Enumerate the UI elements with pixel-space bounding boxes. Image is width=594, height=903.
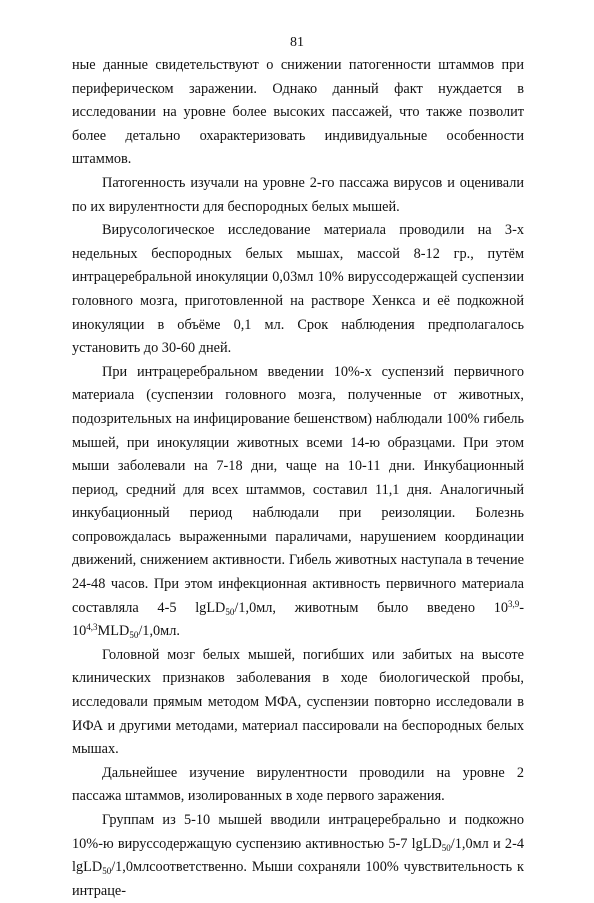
- subscript-mld50: 50: [129, 630, 139, 641]
- paragraph-7-text-middle: /1,0мл и 2-4 lgLD: [72, 835, 524, 876]
- subscript-ld50-b: 50: [102, 866, 112, 877]
- paragraph-4: [72, 361, 524, 644]
- paragraph-4-text-mld: MLD: [97, 623, 130, 640]
- paragraph-7-text-after: /1,0млсоответственно. Мыши сохраняли 100% чувствительность к интраце-: [72, 859, 524, 899]
- paragraph-3: Вирусологическое исследование материала проводили на 3-х недельных беспородных белых мышах, массой 8-12 гр., путём интрацеребральной инокуляции 0,03мл 10% вируссодержащей суспензии головного мозга, приготовленной на растворе Хенкса и её подкожной инокуляции в объёме 0,1 мл. Срок наблюдения предполагалось установить до 30-60 дней.: [72, 222, 524, 357]
- subscript-ld50-a: 50: [441, 842, 451, 853]
- paragraph-2: Патогенность изучали на уровне 2-го пассажа вирусов и оценивали по их вирулентности для беспородных белых мышей.: [72, 174, 524, 215]
- paragraph-5: Головной мозг белых мышей, погибших или забитых на высоте клинических признаков заболевания в ходе биологической пробы, исследовали прямым методом МФА, суспензии повторно исследовали в ИФА и другими методами, материал пассировали на беспородных белых мышах.: [72, 646, 524, 758]
- superscript-exponent-2: 4,3: [86, 622, 98, 633]
- paragraph-4-text-middle: /1,0мл, животным было введено 10: [234, 599, 508, 616]
- subscript-ld50: 50: [225, 606, 235, 617]
- paragraph-4-text-dash: -10: [72, 599, 525, 640]
- page-number: 81: [290, 35, 304, 50]
- paragraph-7-text-before: Группам из 5-10 мышей вводили интрацеребрально и подкожно 10%-ю вируссодержащую суспензию активностью 5-7 lgLD: [72, 812, 524, 852]
- superscript-exponent-1: 3,9: [508, 598, 520, 609]
- paragraph-1: ные данные свидетельствуют о снижении патогенности штаммов при периферическом заражении. Однако данный факт нуждается в исследовании на уровне более высоких пассажей, что также позволит более детально охарактеризовать индивидуальные особенности штаммов.: [72, 57, 524, 168]
- paragraph-7: [72, 809, 524, 903]
- paragraph-4-text-after: /1,0мл.: [138, 623, 180, 640]
- body-text: [72, 54, 524, 903]
- paragraph-6: Дальнейшее изучение вирулентности проводили на уровне 2 пассажа штаммов, изолированных в ходе первого заражения.: [72, 764, 524, 805]
- paragraph-4-text-before: При интрацеребральном введении 10%-х суспензий первичного материала (суспензии головного мозга, полученные от животных, подозрительных на инфицирование бешенством) наблюдали 100% гибель мышей, при инокуляции животных всеми 14-ю образцами. При этом мыши заболевали на 7-18 дни, чаще на 10-11 дни. Инкубационный период, средний для всех штаммов, составил 11,1 дня. Аналогичный инкубационный период наблюдали при реизоляции. Болезнь сопровождалась выраженными параличами, нарушением координации движений, снижением активности. Гибель животных наступала в течение 24-48 часов. При этом инфекционная активность первичного материала составляла 4-5 lgLD: [72, 363, 524, 616]
